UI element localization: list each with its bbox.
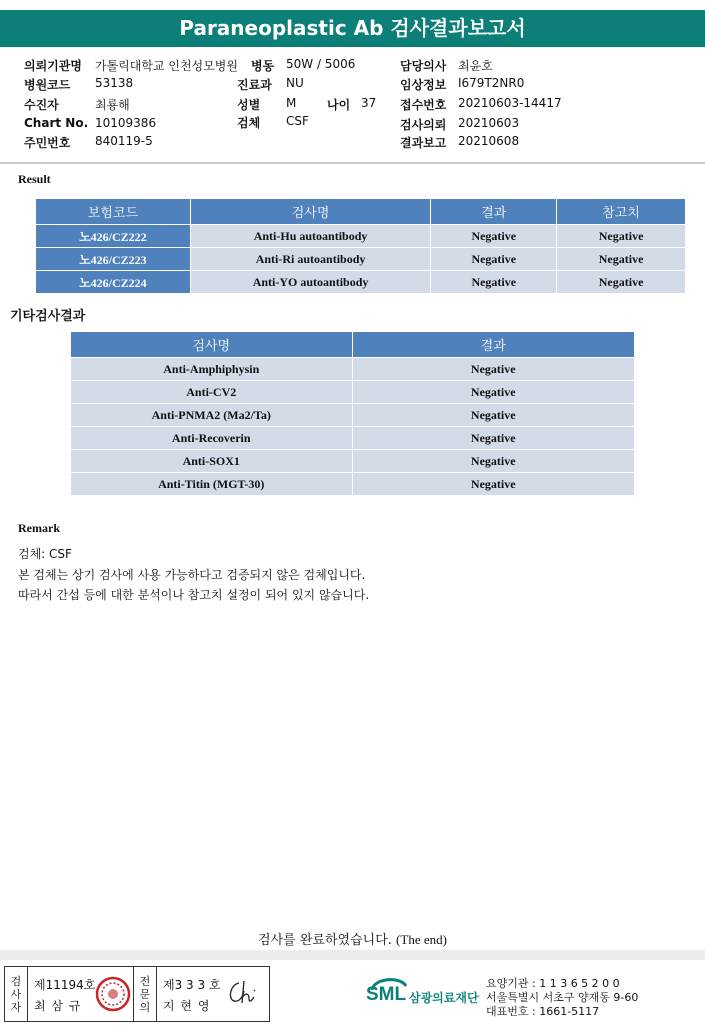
remark-section-label: Remark [18,521,60,535]
ward-label: 병동 [251,59,275,73]
patient-label: 수진자 [24,98,59,112]
insurance-code: 노426/CZ224 [36,271,191,294]
chart-value: 10109386 [95,116,157,130]
table-row [71,381,635,404]
patient-value: 최룡해 [95,98,130,112]
test-name: Anti-Hu autoantibody [190,225,431,248]
result-section-label: Result [18,172,51,186]
clinical-label: 임상정보 [400,78,447,92]
col-header-code: 보험코드 [36,199,191,225]
id-value: 840119-5 [95,134,153,148]
other-header-row [71,332,635,358]
tester-name: 최 삼 규 [34,999,82,1013]
id-label: 주민번호 [24,136,71,150]
age-label: 나이 [327,98,351,112]
request-label: 검사의뢰 [400,118,447,132]
table-row [71,427,635,450]
sml-logo-text: SML [366,984,407,1005]
result-table [35,198,686,294]
test-result: Negative [431,248,557,271]
table-row [36,225,686,248]
insurance-code: 노426/CZ223 [36,248,191,271]
age-value: 37 [361,96,377,110]
col-header-reference: 참고치 [557,199,686,225]
test-result: Negative [352,358,634,381]
header-divider [0,162,705,164]
tester-license: 제11194호 [34,978,96,992]
sex-label: 성별 [237,98,261,112]
physician-name: 지 현 영 [163,999,211,1013]
physician-signature-icon [225,977,261,1009]
physician-label: 전 문 의 [133,967,157,1021]
other-result-table [70,331,635,496]
col-header-result: 결과 [352,332,634,358]
end-text-ko: 검사를 완료하였습니다. [258,933,392,948]
phone: 대표번호 : 1661-5117 [486,1005,600,1018]
physician-license: 제3 3 3 호 [163,978,221,992]
end-notice [0,929,705,948]
table-row [71,404,635,427]
report-label: 결과보고 [400,136,447,150]
doctor-label: 담당의사 [400,59,447,73]
institution-label: 의뢰기관명 [24,59,82,73]
test-result: Negative [352,450,634,473]
remark-line: 따라서 간섭 등에 대한 분석이나 참고치 설정이 되어 있지 않습니다. [18,588,370,602]
test-name: Anti-SOX1 [71,450,353,473]
col-header-test: 검사명 [71,332,353,358]
insurance-code: 노426/CZ222 [36,225,191,248]
care-code: 요양기관 : 1 1 3 6 5 2 0 0 [486,977,620,990]
remark-line: 본 검체는 상기 검사에 사용 가능하다고 검증되지 않은 검체입니다. [18,568,366,582]
test-result: Negative [431,225,557,248]
test-result: Negative [352,381,634,404]
table-row [71,450,635,473]
org-name: 삼광의료재단 [409,991,479,1005]
institution-value: 가톨릭대학교 인천성모병원 [95,59,238,73]
test-name: Anti-Titin (MGT-30) [71,473,353,496]
col-header-result: 결과 [431,199,557,225]
test-name: Anti-Recoverin [71,427,353,450]
reference-value: Negative [557,248,686,271]
end-text-en: (The end) [396,932,447,947]
accession-label: 접수번호 [400,98,447,112]
test-result: Negative [352,473,634,496]
result-header-row [36,199,686,225]
table-row [71,358,635,381]
test-result: Negative [352,427,634,450]
reference-value: Negative [557,225,686,248]
request-value: 20210603 [458,116,520,130]
hospital-code-label: 병원코드 [24,78,71,92]
tester-seal-icon [95,976,131,1012]
address: 서울특별시 서초구 양재동 9-60 [486,991,639,1004]
report-value: 20210608 [458,134,520,148]
dept-label: 진료과 [237,78,272,92]
tester-label: 검 사 자 [5,967,28,1021]
dept-value: NU [286,76,304,90]
hospital-code-value: 53138 [95,76,134,90]
accession-value: 20210603-14417 [458,96,562,110]
table-row [36,271,686,294]
remark-line: 검체: CSF [18,547,72,561]
table-row [71,473,635,496]
test-name: Anti-CV2 [71,381,353,404]
chart-label: Chart No. [24,116,89,130]
col-header-test: 검사명 [190,199,431,225]
table-row [36,248,686,271]
sex-value: M [286,96,297,110]
doctor-value: 최윤호 [458,59,493,73]
footer-separator [0,950,705,960]
specimen-label: 검체 [237,116,261,130]
other-section-label: 기타검사결과 [10,309,86,324]
test-name: Anti-Ri autoantibody [190,248,431,271]
test-result: Negative [352,404,634,427]
report-title: Paraneoplastic Ab 검사결과보고서 [0,10,705,47]
test-name: Anti-PNMA2 (Ma2/Ta) [71,404,353,427]
test-result: Negative [431,271,557,294]
specimen-value: CSF [286,114,309,128]
signature-box [4,966,270,1022]
clinical-value: I679T2NR0 [458,76,525,90]
ward-value: 50W / 5006 [286,57,356,71]
test-name: Anti-YO autoantibody [190,271,431,294]
test-name: Anti-Amphiphysin [71,358,353,381]
reference-value: Negative [557,271,686,294]
